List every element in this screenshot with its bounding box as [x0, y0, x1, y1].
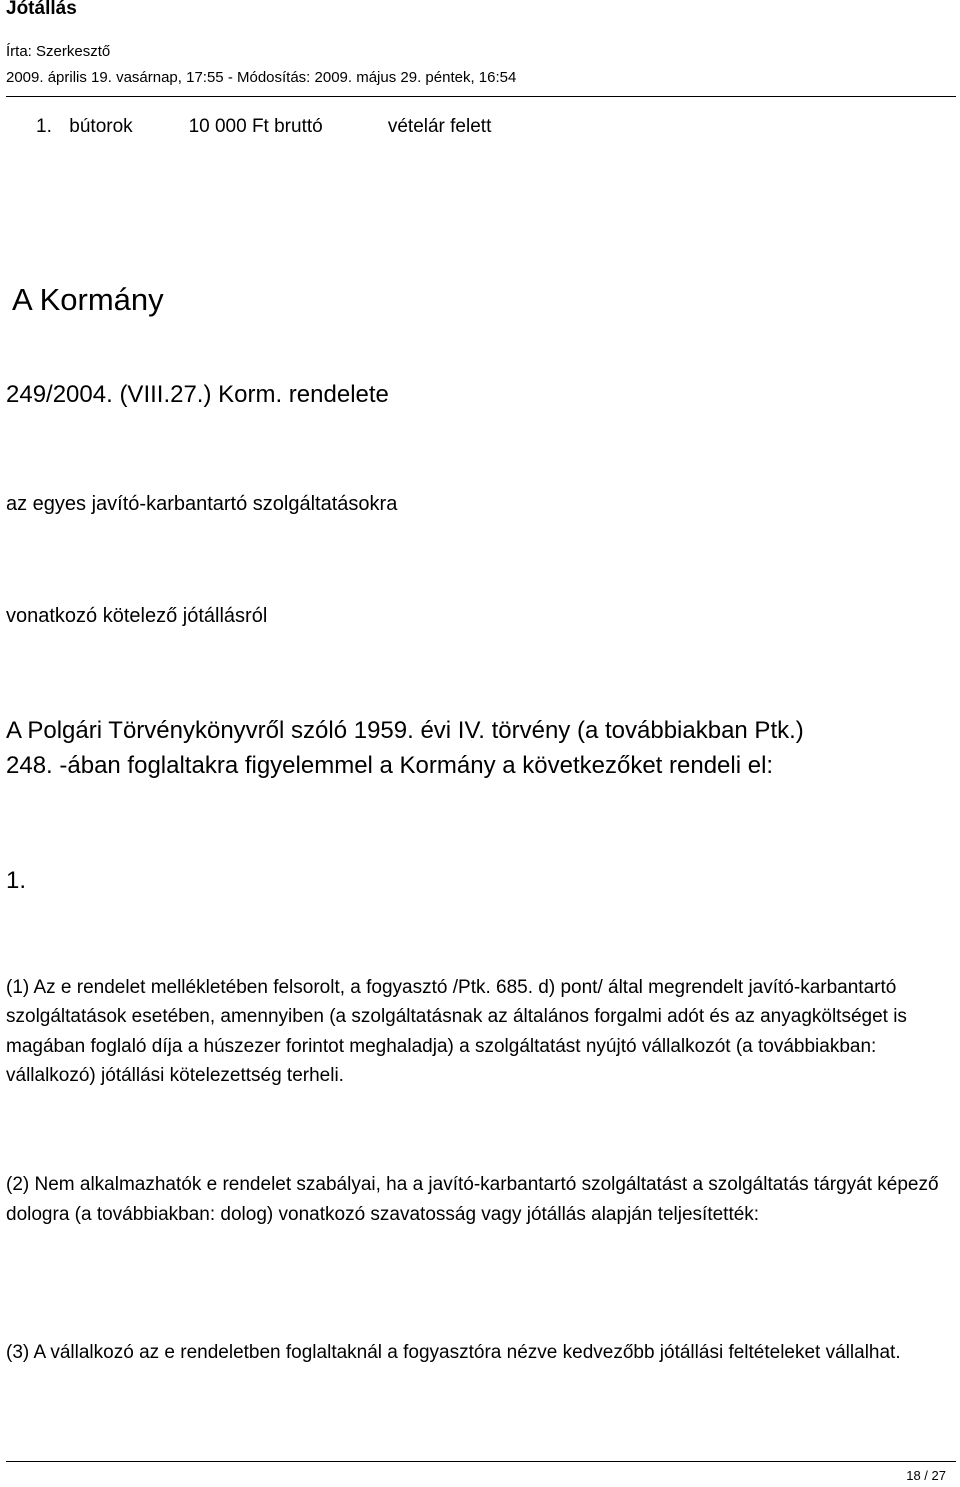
- item-name: bútorok: [69, 116, 133, 137]
- header-divider: [6, 96, 956, 97]
- footer-divider: [6, 1461, 956, 1462]
- item-line: [36, 116, 491, 138]
- paragraph-2: (2) Nem alkalmazhatók e rendelet szabályai, ha a javító-karbantartó szolgáltatást a szolgáltatás tárgyát képező dologra (a továbbiakban: dolog) vonatkozó szavatosság vagy jótállás alapján teljesítették:: [6, 1174, 939, 1225]
- item-note: vételár felett: [387, 116, 492, 137]
- decree-subject-2: vonatkozó kötelező jótállásról: [6, 605, 268, 627]
- decree-number: 249/2004. (VIII.27.) Korm. rendelete: [6, 381, 389, 408]
- author-line: Írta: Szerkesztő: [6, 43, 111, 60]
- section-number: 1.: [6, 867, 27, 894]
- paragraph-3: (3) A vállalkozó az e rendeletben foglaltaknál a fogyasztóra nézve kedvezőbb jótállási feltételeket vállalhat.: [6, 1342, 901, 1363]
- page-number: 18 / 27: [906, 1468, 946, 1483]
- date-line: 2009. április 19. vasárnap, 17:55 - Módosítás: 2009. május 29. péntek, 16:54: [6, 69, 517, 86]
- decree-subject-1: az egyes javító-karbantartó szolgáltatásokra: [6, 493, 398, 515]
- preamble-line-2: 248. -ában foglaltakra figyelemmel a Kormány a következőket rendeli el:: [6, 752, 774, 779]
- preamble-line-1: A Polgári Törvénykönyvről szóló 1959. évi IV. törvény (a továbbiakban Ptk.): [6, 717, 804, 744]
- document-title: Jótállás: [6, 0, 77, 19]
- item-number: 1.: [36, 116, 52, 137]
- item-price: 10 000 Ft bruttó: [188, 116, 323, 137]
- paragraph-1: (1) Az e rendelet mellékletében felsorolt, a fogyasztó /Ptk. 685. d) pont/ által megrendelt javító-karbantartó szolgáltatások esetében, amennyiben (a szolgáltatásnak az általános forgalmi adót és az anyagköltséget is magában foglaló díja a húszezer forintot meghaladja) a szolgáltatást nyújtó vállalkozót (a továbbiakban: vállalkozó) jótállási kötelezettség terheli.: [6, 977, 907, 1086]
- government-heading: A Kormány: [12, 282, 164, 317]
